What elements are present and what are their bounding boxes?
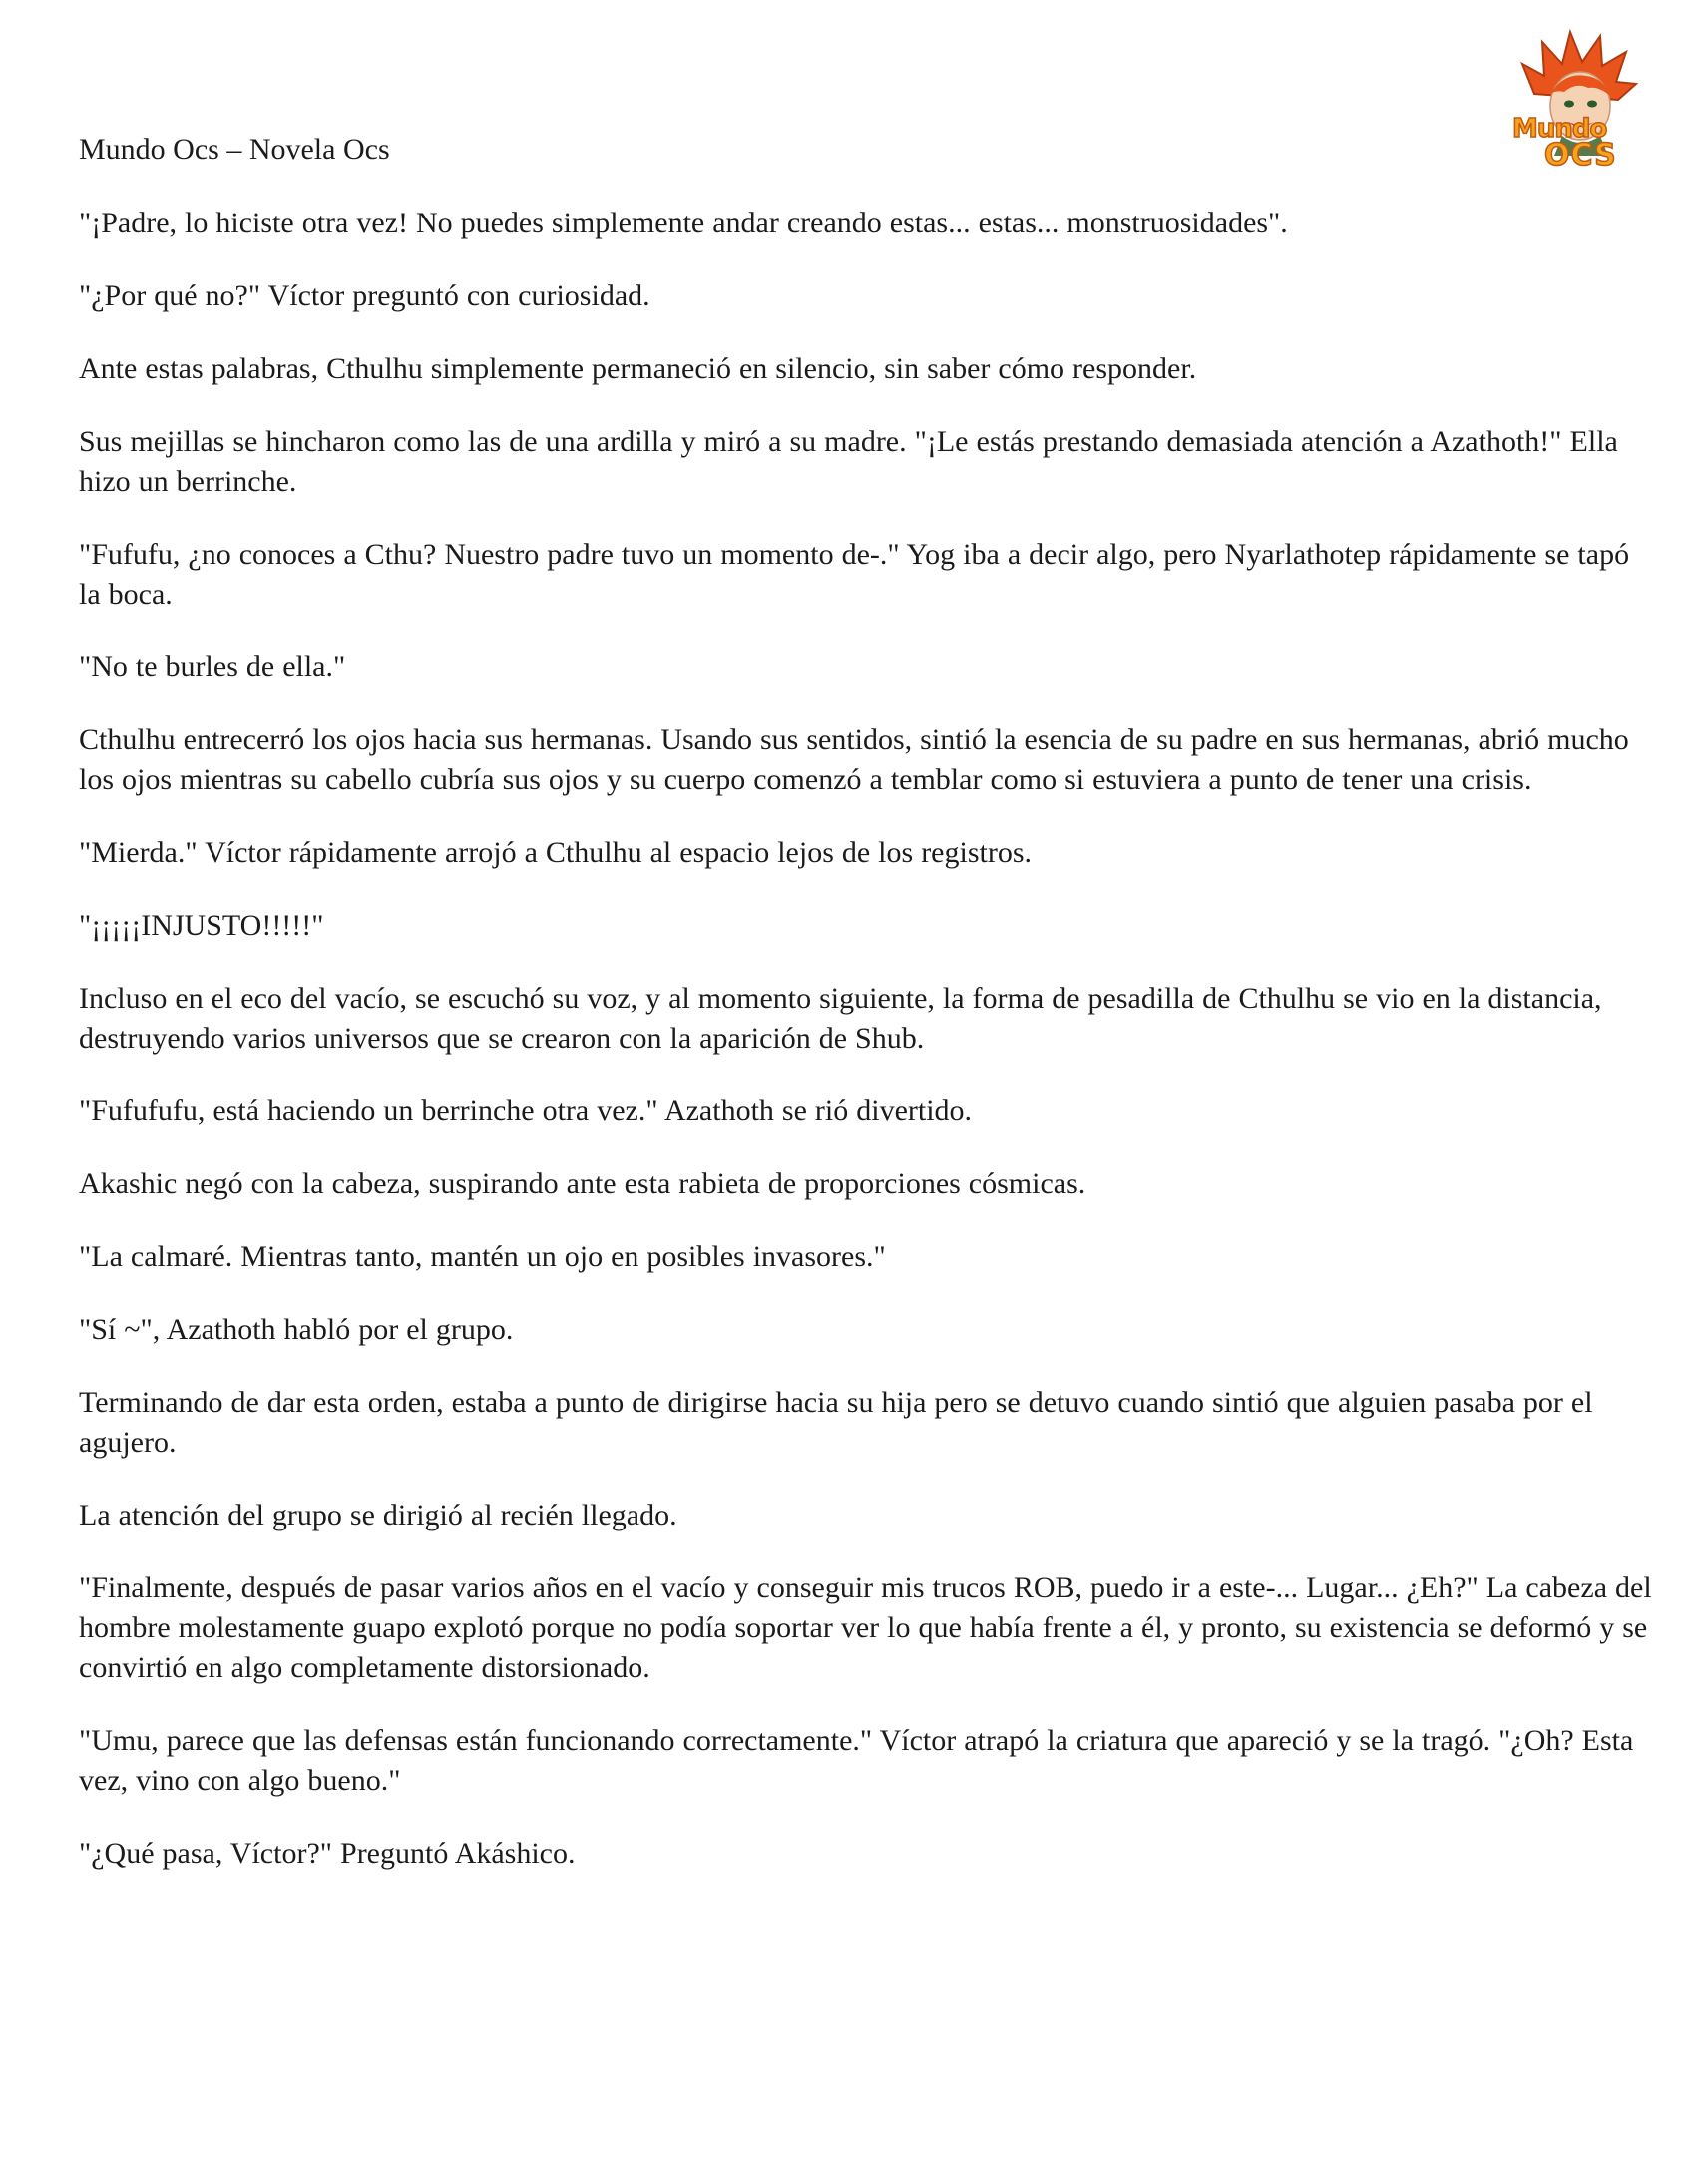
paragraph: Sus mejillas se hincharon como las de una ardilla y miró a su madre. "¡Le estás prestando demasiada atención a Azathoth!" Ella hizo un berrinche. — [79, 425, 1618, 498]
paragraph: Terminando de dar esta orden, estaba a punto de dirigirse hacia su hija pero se detuvo cuando sintió que alguien pasaba por el agujero. — [79, 1386, 1593, 1459]
paragraph: La atención del grupo se dirigió al recién llegado. — [79, 1499, 677, 1531]
document-body — [79, 130, 1655, 1907]
paragraph: "¿Por qué no?" Víctor preguntó con curiosidad. — [79, 279, 650, 312]
document-header: Mundo Ocs – Novela Ocs — [79, 133, 390, 166]
paragraph: "Umu, parece que las defensas están funcionando correctamente." Víctor atrapó la criatura que apareció y se la tragó. "¿Oh? Esta vez, vino con algo bueno." — [79, 1724, 1634, 1797]
paragraph: Ante estas palabras, Cthulhu simplemente permaneció en silencio, sin saber cómo responder. — [79, 352, 1197, 385]
paragraph: "Mierda." Víctor rápidamente arrojó a Cthulhu al espacio lejos de los registros. — [79, 836, 1033, 869]
paragraph: Cthulhu entrecerró los ojos hacia sus hermanas. Usando sus sentidos, sintió la esencia de su padre en sus hermanas, abrió mucho los ojos mientras su cabello cubría sus ojos y su cuerpo comenzó a temblar como si estuviera a punto de tener una crisis. — [79, 723, 1629, 796]
paragraph: "La calmaré. Mientras tanto, mantén un ojo en posibles invasores." — [79, 1240, 886, 1273]
paragraph: "¡¡¡¡¡INJUSTO!!!!!" — [79, 909, 324, 942]
paragraph: "¡Padre, lo hiciste otra vez! No puedes simplemente andar creando estas... estas... monstruosidades". — [79, 207, 1288, 239]
paragraph: "Finalmente, después de pasar varios años en el vacío y conseguir mis trucos ROB, puedo ir a este-... Lugar... ¿Eh?" La cabeza del hombre molestamente guapo explotó porque no podía soportar ver lo que había frente a él, y pronto, su existencia se deformó y se convirtió en algo completamente distorsionado. — [79, 1571, 1652, 1684]
logo-text-line1: Mundo — [1512, 114, 1607, 144]
paragraph: "Fufufufu, está haciendo un berrinche otra vez." Azathoth se rió divertido. — [79, 1094, 973, 1127]
paragraph: Incluso en el eco del vacío, se escuchó su voz, y al momento siguiente, la forma de pesadilla de Cthulhu se vio en la distancia, destruyendo varios universos que se crearon con la aparición de Shub. — [79, 982, 1602, 1055]
logo-text-line2: OCS — [1544, 138, 1617, 173]
paragraph: "No te burles de ella." — [79, 651, 346, 683]
paragraph: "¿Qué pasa, Víctor?" Preguntó Akáshico. — [79, 1837, 576, 1870]
paragraph: "Fufufu, ¿no conoces a Cthu? Nuestro padre tuvo un momento de-." Yog iba a decir algo, pero Nyarlathotep rápidamente se tapó la boca. — [79, 538, 1630, 611]
paragraph: Akashic negó con la cabeza, suspirando ante esta rabieta de proporciones cósmicas. — [79, 1167, 1086, 1200]
paragraph: "Sí ~", Azathoth habló por el grupo. — [79, 1313, 514, 1346]
